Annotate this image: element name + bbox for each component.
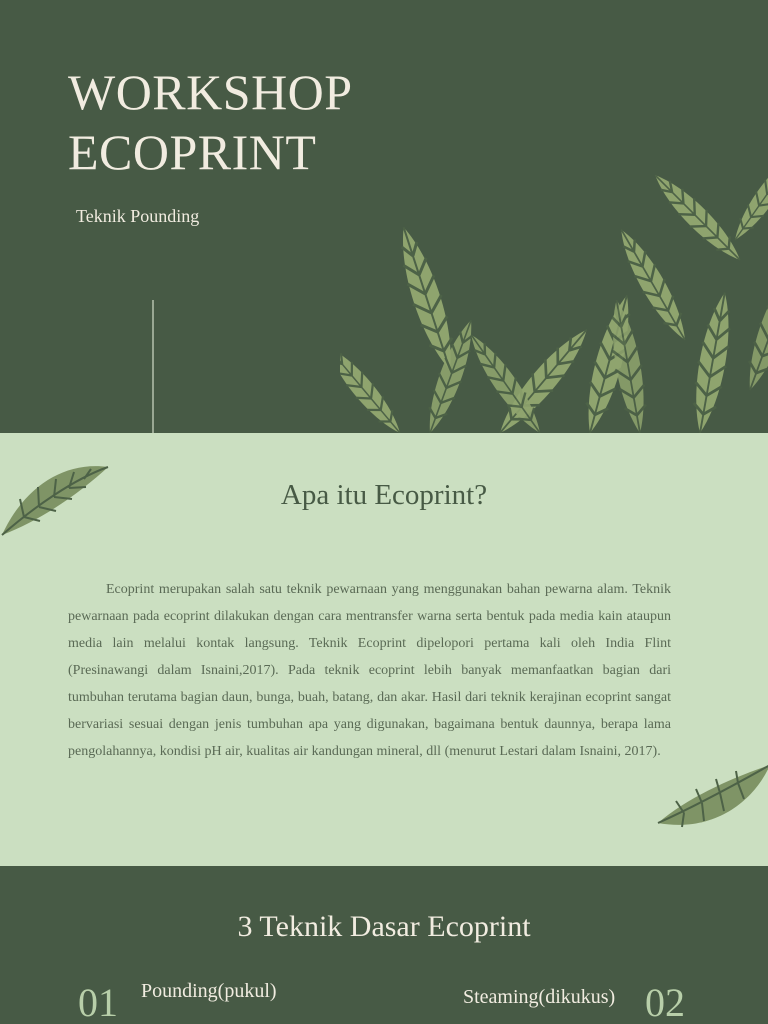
technique-number-01: 01 — [78, 980, 118, 1024]
technique-label-steaming: Steaming(dikukus) — [463, 986, 616, 1008]
title-line-1: WORKSHOP — [68, 64, 353, 120]
section-title: Apa itu Ecoprint? — [280, 479, 488, 511]
about-section — [0, 433, 768, 866]
leaf-icon — [654, 763, 768, 845]
tropical-leaves-illustration — [340, 140, 768, 433]
technique-label-pounding: Pounding(pukul) — [141, 980, 277, 1002]
technique-number-02: 02 — [645, 980, 685, 1024]
vertical-divider — [152, 300, 154, 433]
hero-section — [0, 0, 768, 433]
page-title — [68, 62, 353, 182]
section-body-text: Ecoprint merupakan salah satu teknik pewarnaan yang menggunakan bahan pewarna alam. Teknik pewarnaan pada ecoprint dilakukan dengan cara mentransfer warna serta bentuk pada media kain ataupun media lain melalui kontak langsung. Teknik Ecoprint dipelopori pertama kali oleh India Flint (Presinawangi dalam Isnaini,2017). Pada teknik ecoprint lebih banyak memanfaatkan bagian dari tumbuhan terutama bagian daun, bunga, buah, batang, dan akar. Hasil dari teknik kerajinan ecoprint sangat bervariasi sesuai dengan jenis tumbuhan apa yang digunakan, bagaimana bentuk daunnya, berapa lama pengolahannya, kondisi pH air, kualitas air kandungan mineral, dll (menurut Lestari dalam Isnaini, 2017). — [68, 582, 671, 759]
title-line-2: ECOPRINT — [68, 124, 317, 180]
techniques-section — [0, 866, 768, 1024]
page-subtitle: Teknik Pounding — [76, 206, 200, 226]
techniques-title: 3 Teknik Dasar Ecoprint — [237, 910, 531, 943]
